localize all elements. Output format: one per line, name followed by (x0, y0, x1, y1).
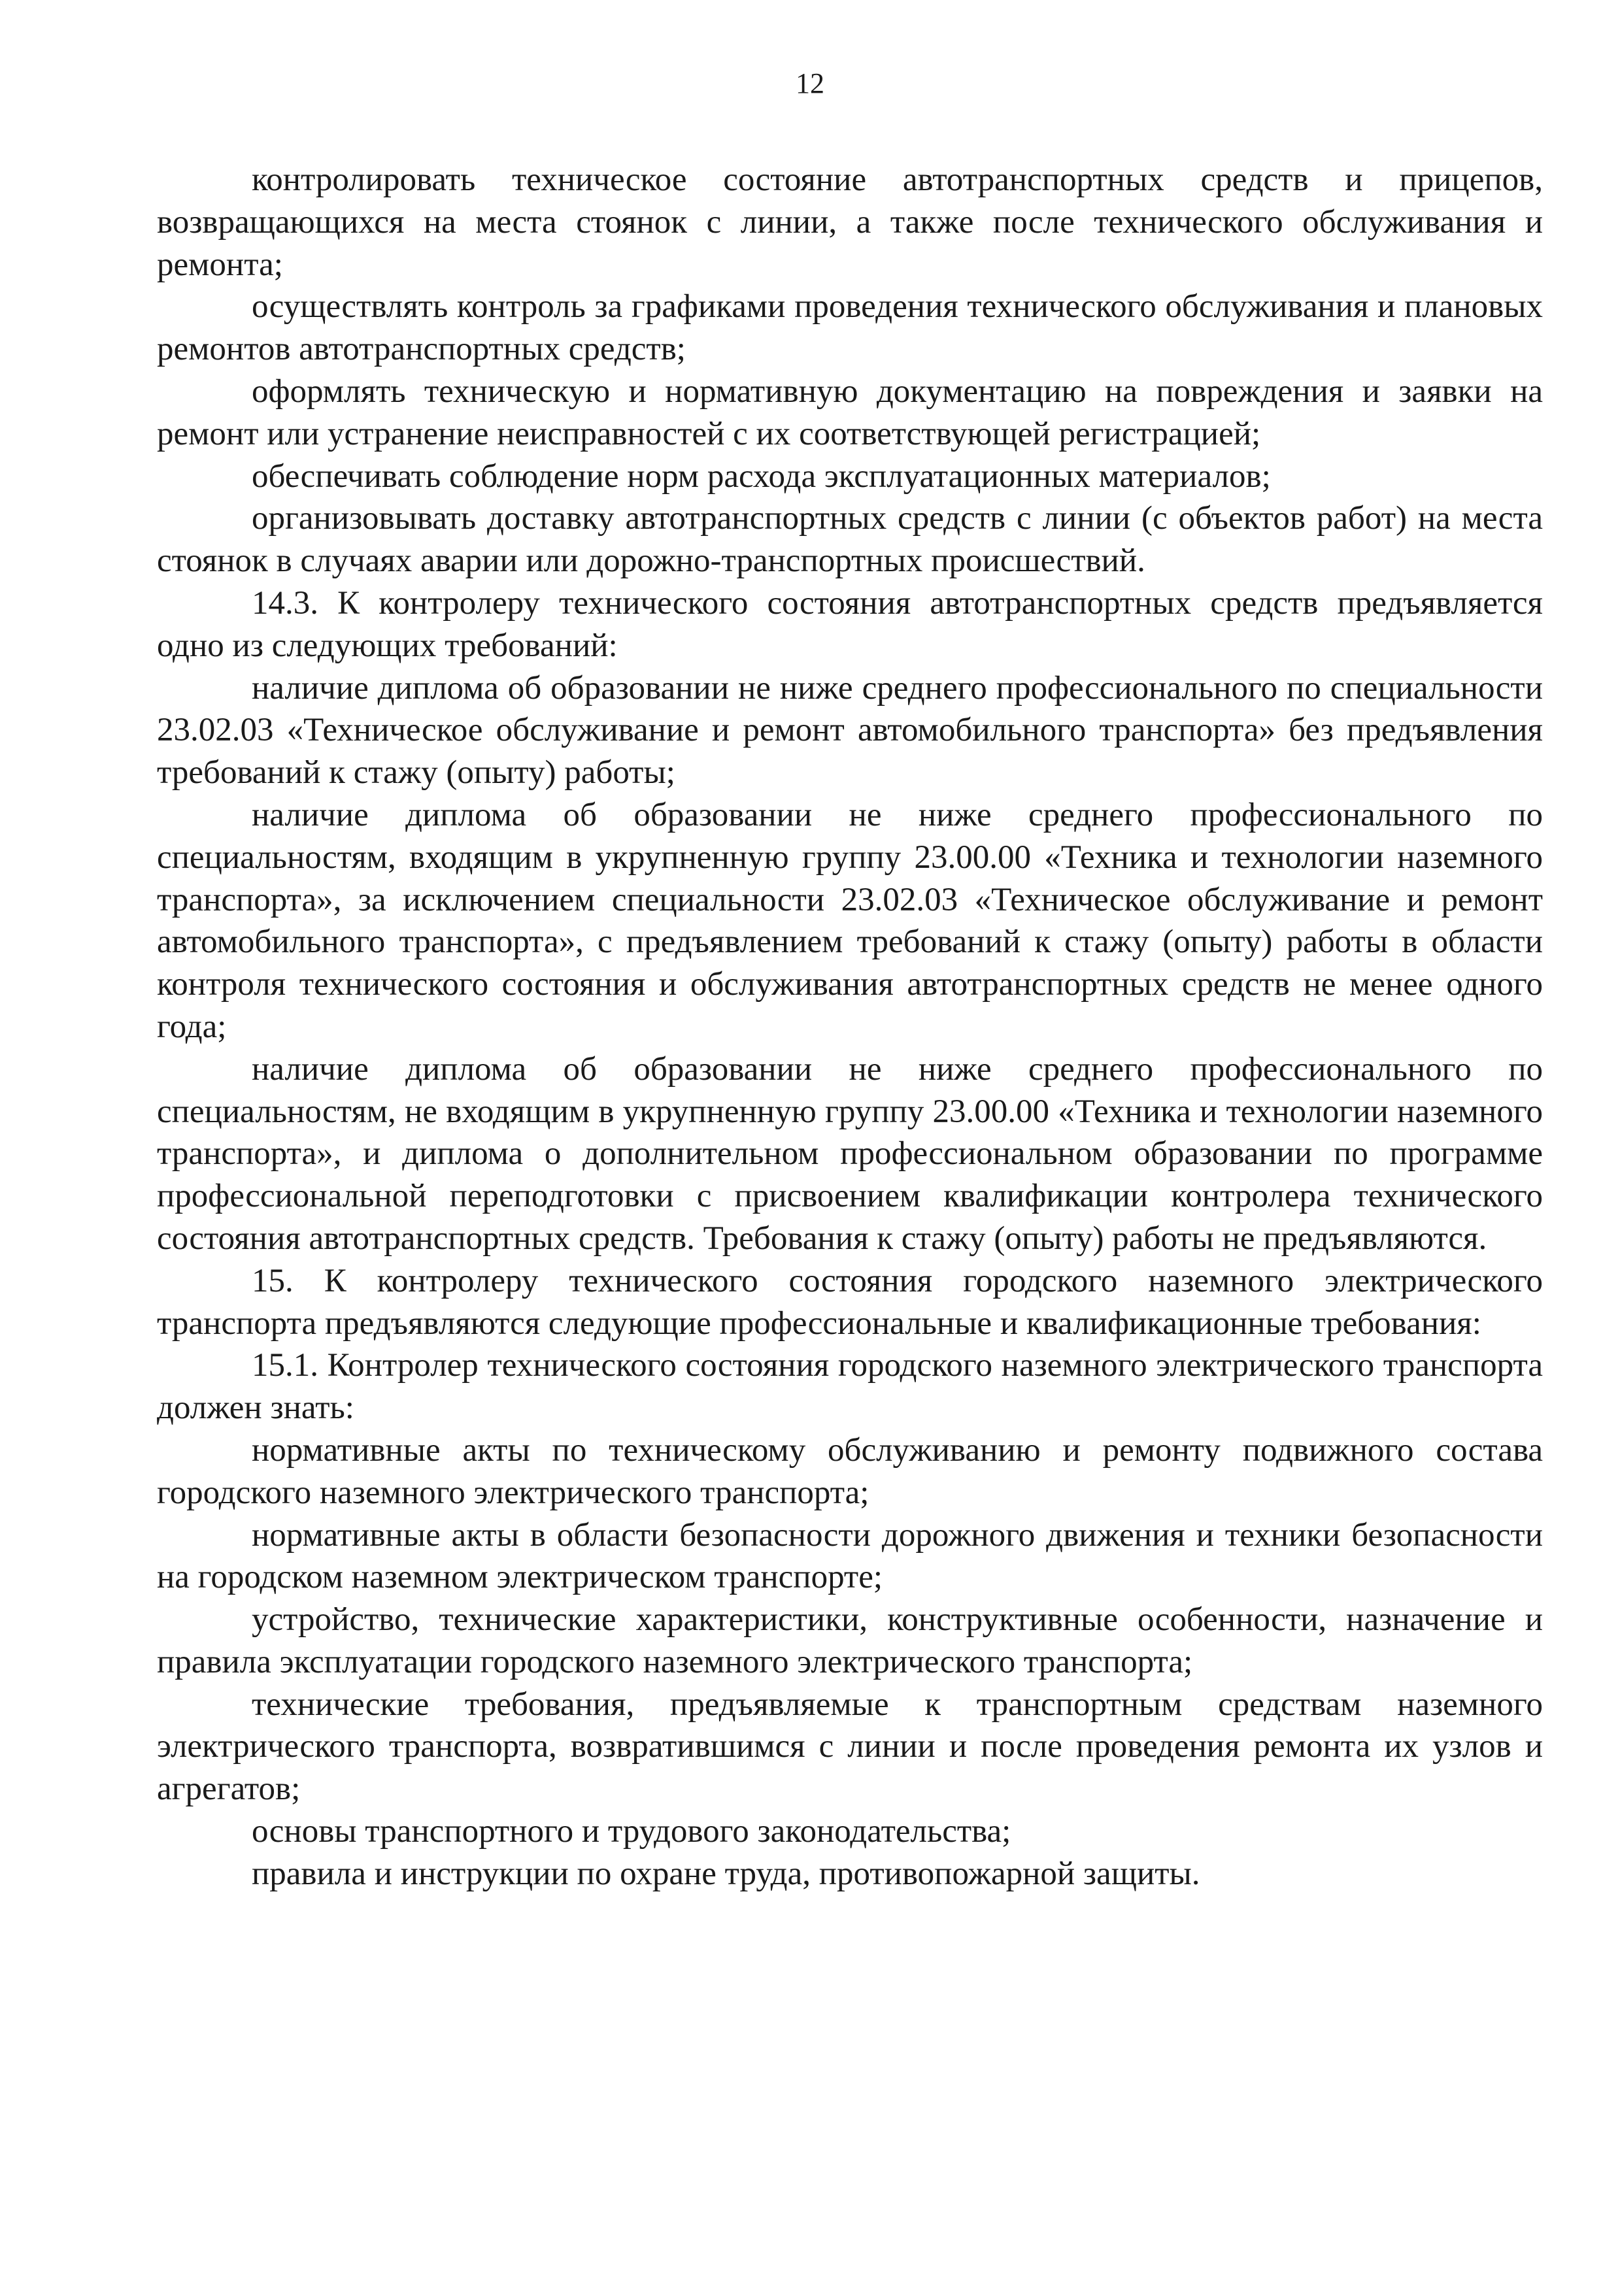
paragraph: оформлять техническую и нормативную документацию на повреждения и заявки на ремонт или устранение неисправностей с их соответствующей регистрацией; (157, 373, 1543, 452)
page-number: 12 (796, 67, 824, 99)
section-paragraph-15: 15. К контролеру технического состояния городского наземного электрического транспорта предъявляются следующие профессиональные и квалификационные требования: (157, 1262, 1543, 1342)
paragraph: технические требования, предъявляемые к транспортным средствам наземного электрического транспорта, возвратившимся с линии и после проведения ремонта их узлов и агрегатов; (157, 1686, 1543, 1808)
paragraph: нормативные акты в области безопасности дорожного движения и техники безопасности на городском наземном электрическом транспорте; (157, 1516, 1543, 1596)
paragraph: правила и инструкции по охране труда, противопожарной защиты. (252, 1855, 1200, 1892)
paragraph: осуществлять контроль за графиками проведения технического обслуживания и плановых ремонтов автотранспортных средств; (157, 288, 1543, 368)
section-paragraph-14-3: 14.3. К контролеру технического состояния автотранспортных средств предъявляется одно из следующих требований: (157, 584, 1543, 664)
paragraph: устройство, технические характеристики, конструктивные особенности, назначение и правила эксплуатации городского наземного электрического транспорта; (157, 1601, 1543, 1680)
paragraph: обеспечивать соблюдение норм расхода эксплуатационных материалов; (252, 458, 1271, 495)
paragraph: нормативные акты по техническому обслуживанию и ремонту подвижного состава городского наземного электрического транспорта; (157, 1431, 1543, 1511)
paragraph: наличие диплома об образовании не ниже среднего профессионального по специальностям, не входящим в укрупненную группу 23.00.00 «Техника и технологии наземного транспорта», и диплома о дополнительном профессиональном образовании по программе профессиональной переподготовки с присвоением квалификации контролера технического состояния автотранспортных средств. Требования к стажу (опыту) работы не предъявляются. (157, 1050, 1543, 1257)
paragraph: основы транспортного и трудового законодательства; (252, 1813, 1011, 1850)
paragraph: контролировать техническое состояние автотранспортных средств и прицепов, возвращающихся на места стоянок с линии, а также после технического обслуживания и ремонта; (157, 161, 1543, 283)
paragraph: наличие диплома об образовании не ниже среднего профессионального по специальности 23.02.03 «Техническое обслуживание и ремонт автомобильного транспорта» без предъявления требований к стажу (опыту) работы; (157, 669, 1543, 791)
document-body (157, 159, 1543, 1895)
paragraph: организовывать доставку автотранспортных средств с линии (с объектов работ) на места стоянок в случаях аварии или дорожно-транспортных происшествий. (157, 500, 1543, 580)
paragraph: наличие диплома об образовании не ниже среднего профессионального по специальностям, входящим в укрупненную группу 23.00.00 «Техника и технологии наземного транспорта», за исключением специальности 23.02.03 «Техническое обслуживание и ремонт автомобильного транспорта», с предъявлением требований к стажу (опыту) работы в области контроля технического состояния и обслуживания автотранспортных средств не менее одного года; (157, 796, 1543, 1045)
section-paragraph-15-1: 15.1. Контролер технического состояния городского наземного электрического транспорта должен знать: (157, 1347, 1543, 1427)
